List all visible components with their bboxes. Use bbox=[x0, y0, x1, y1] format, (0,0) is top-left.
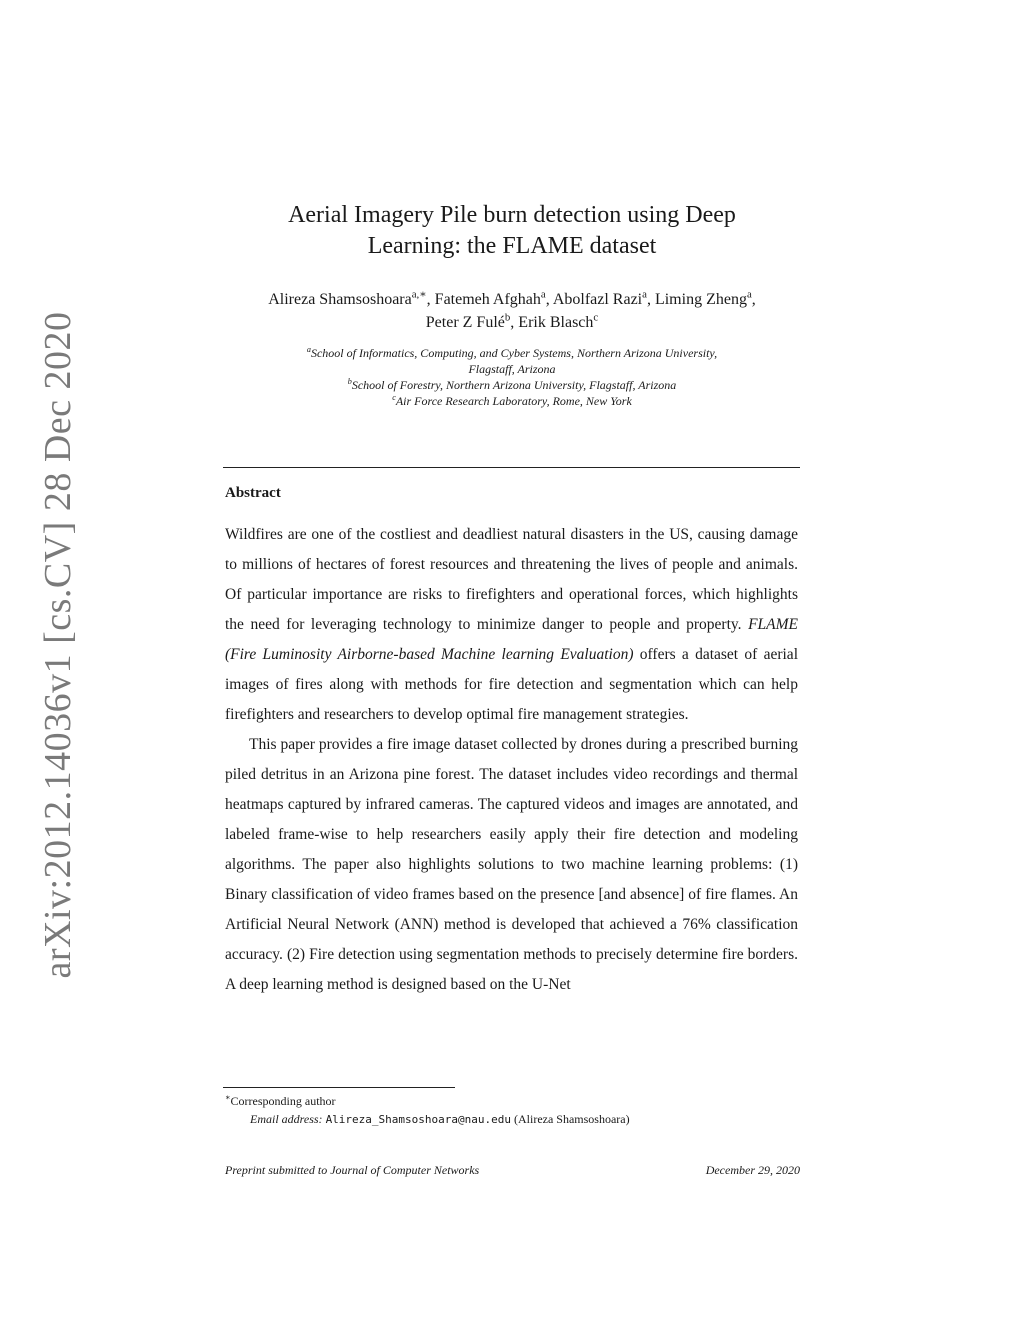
author-name: Alireza Shamsoshoara bbox=[268, 291, 412, 308]
title-line-1: Aerial Imagery Pile burn detection using Deep bbox=[288, 202, 736, 228]
affiliations bbox=[200, 345, 824, 409]
affiliation-c bbox=[200, 393, 824, 409]
author-name: Fatemeh Afghah bbox=[434, 291, 541, 308]
flame-acronym: FLAME (Fire Luminosity Airborne-based Machine learning Evaluation) bbox=[225, 616, 798, 663]
preprint-footer bbox=[225, 1163, 800, 1178]
email-address-link[interactable]: Alireza_Shamsoshoara@nau.edu bbox=[325, 1113, 511, 1126]
author-name: Erik Blasch bbox=[518, 314, 594, 331]
abstract-heading: Abstract bbox=[225, 485, 281, 501]
author-affil-mark: a bbox=[642, 288, 647, 301]
abstract-paragraph-1 bbox=[225, 520, 798, 730]
footnote-rule bbox=[223, 1087, 455, 1088]
footnotes bbox=[225, 1092, 800, 1129]
paper-title bbox=[200, 200, 824, 262]
author-affil-mark: a,∗ bbox=[411, 288, 427, 301]
author-separator: , bbox=[426, 291, 435, 308]
arxiv-side-stamp: arXiv:2012.14036v1 [cs.CV] 28 Dec 2020 bbox=[37, 311, 79, 979]
author-line-1 bbox=[200, 288, 824, 311]
abstract-body bbox=[225, 520, 798, 1000]
author-affil-mark: b bbox=[504, 311, 511, 324]
abstract-top-rule bbox=[223, 467, 800, 468]
title-line-2: Learning: the FLAME dataset bbox=[367, 233, 657, 259]
author-name: Peter Z Fulé bbox=[425, 314, 505, 331]
email-note bbox=[225, 1110, 800, 1129]
email-owner: (Alireza Shamsoshoara) bbox=[514, 1112, 630, 1126]
author-list bbox=[200, 288, 824, 334]
author-name: Abolfazl Razi bbox=[552, 291, 643, 308]
affiliation-a bbox=[200, 345, 824, 361]
abstract-text: offers a dataset of aerial images of fires along with methods for fire detection and segmentation which can help firefighters and researchers to develop optimal fire management strategies. bbox=[225, 646, 798, 723]
footnote-mark: ∗ bbox=[225, 1093, 231, 1102]
author-name: Liming Zheng bbox=[654, 291, 747, 308]
author-separator: , bbox=[510, 314, 519, 331]
author-separator: , bbox=[751, 291, 756, 308]
abstract-text: Wildfires are one of the costliest and deadliest natural disasters in the US, causing damage to millions of hectares of forest resources and threatening the lives of people and animals. Of particular importance are risks to firefighters and operational forces, which highlights the need for leveraging technology to minimize danger to people and property. bbox=[225, 526, 798, 633]
corresponding-author-note bbox=[225, 1092, 800, 1110]
affiliation-c-text: Air Force Research Laboratory, Rome, New York bbox=[395, 394, 632, 408]
preprint-journal: Preprint submitted to Journal of Computer Networks bbox=[225, 1163, 480, 1177]
author-affil-mark: a bbox=[746, 288, 752, 301]
email-label: Email address: bbox=[250, 1112, 323, 1126]
author-separator: , bbox=[646, 291, 655, 308]
preprint-date: December 29, 2020 bbox=[705, 1163, 800, 1177]
author-separator: , bbox=[545, 291, 553, 308]
author-affil-mark: a bbox=[540, 288, 546, 301]
affiliation-a-cont: Flagstaff, Arizona bbox=[468, 362, 556, 376]
affiliation-b bbox=[200, 377, 824, 393]
affiliation-mark: c bbox=[392, 393, 396, 402]
author-line-2 bbox=[200, 311, 824, 334]
author-affil-mark: c bbox=[593, 311, 599, 324]
affiliation-a-text: School of Informatics, Computing, and Cyber Systems, Northern Arizona University, bbox=[310, 346, 718, 360]
footnote-text: Corresponding author bbox=[230, 1094, 336, 1108]
affiliation-b-text: School of Forestry, Northern Arizona University, Flagstaff, Arizona bbox=[351, 378, 677, 392]
affiliation-mark: a bbox=[306, 345, 311, 354]
abstract-paragraph-2: This paper provides a fire image dataset collected by drones during a prescribed burning piled detritus in an Arizona pine forest. The dataset includes video recordings and thermal heatmaps captured by infrared cameras. The captured videos and images are annotated, and labeled frame-wise to help researchers easily apply their fire detection and modeling algorithms. The paper also highlights solutions to two machine learning problems: (1) Binary classification of video frames based on the presence [and absence] of fire flames. An Artificial Neural Network (ANN) method is developed that achieved a 76% classification accuracy. (2) Fire detection using segmentation methods to precisely determine fire borders. A deep learning method is designed based on the U-Net bbox=[225, 736, 798, 993]
affiliation-mark: b bbox=[347, 377, 352, 386]
